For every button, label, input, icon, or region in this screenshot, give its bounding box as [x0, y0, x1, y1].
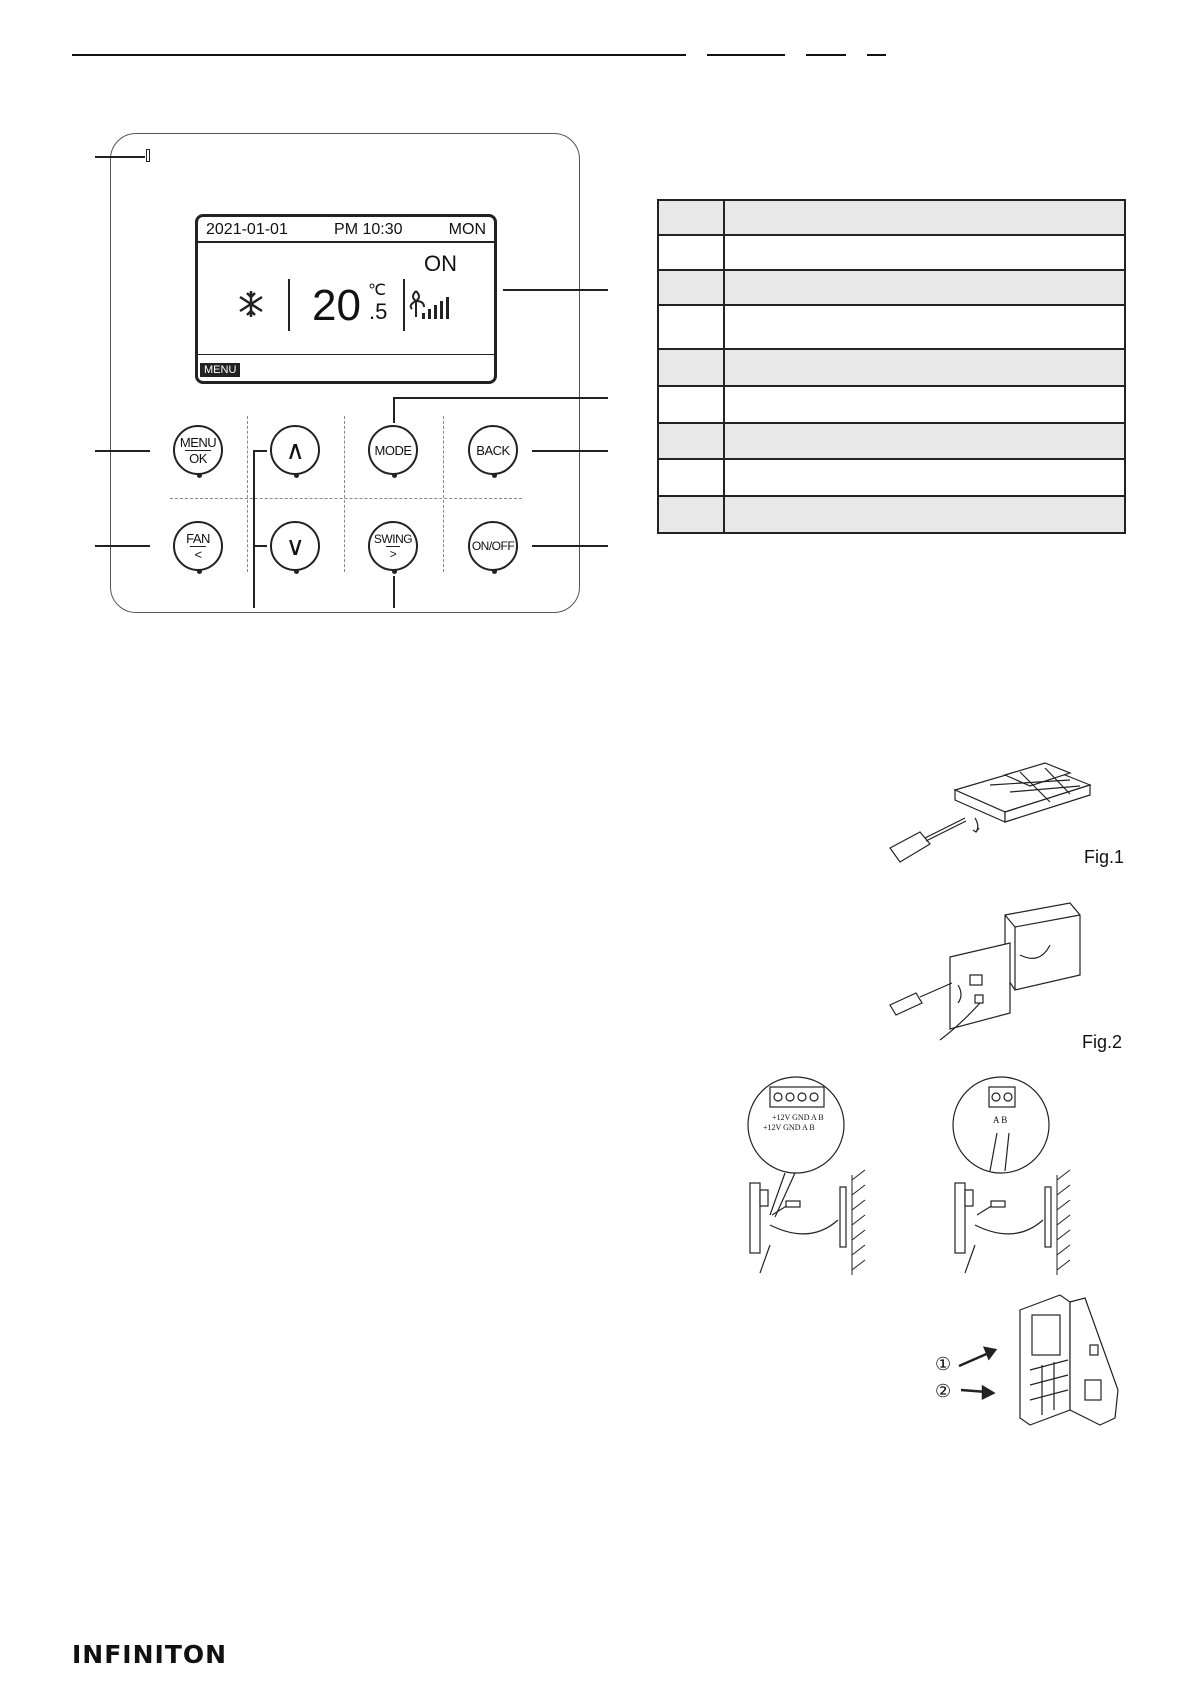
up-button[interactable] [270, 425, 320, 475]
button-dot [492, 569, 497, 574]
table-row [658, 423, 1125, 459]
indicator-light [146, 149, 150, 162]
leader-updown-h2 [253, 545, 267, 547]
button-dot [492, 473, 497, 478]
wiring-diagram-left [740, 1075, 880, 1275]
button-dot [294, 569, 299, 574]
table-row [658, 200, 1125, 235]
fan-label: FAN [186, 530, 210, 546]
snowflake-icon [236, 289, 266, 319]
down-button[interactable] [270, 521, 320, 571]
button-grid-v3 [443, 416, 444, 572]
lcd-screen [195, 214, 497, 384]
up-arrow-icon: ∧ [285, 434, 305, 465]
leader-updown-v [253, 450, 255, 608]
header-rule-4 [867, 54, 886, 56]
button-dot [392, 473, 397, 478]
screen-separator-right [403, 279, 405, 331]
leader-mode [393, 397, 608, 399]
fig2-illustration [880, 895, 1100, 1055]
table-row [658, 305, 1125, 349]
button-dot [197, 569, 202, 574]
step-2-marker: ② [935, 1381, 952, 1401]
leader-mode-v [393, 397, 395, 423]
button-grid-divider [170, 498, 522, 499]
menu-ok-button[interactable] [173, 425, 223, 475]
fan-speed-icon [408, 287, 458, 323]
table-row [658, 386, 1125, 423]
fan-left-button[interactable] [173, 521, 223, 571]
leader-swing-v [393, 576, 395, 608]
swing-label: SWING [373, 531, 413, 546]
screen-menu-tag: MENU [200, 363, 240, 377]
screen-status-bar [206, 221, 486, 241]
leader-back [532, 450, 608, 452]
swing-right-button[interactable] [368, 521, 418, 571]
fig1-label: Fig.1 [1084, 847, 1125, 867]
wiring-diagram-right [945, 1075, 1085, 1275]
screen-divider [198, 241, 494, 243]
wiring-left-label-1: +12V GND A B [772, 1113, 824, 1122]
header-rule-2 [707, 54, 785, 56]
temperature-value: 20 [312, 281, 361, 330]
temperature-unit: ℃ [368, 282, 386, 299]
leader-updown-h1 [253, 450, 267, 452]
table-row [658, 496, 1125, 533]
leader-onoff [532, 545, 608, 547]
button-grid-v1 [247, 416, 248, 572]
screen-weekday: MON [448, 221, 486, 238]
wiring-left-label-2: +12V GND A B [763, 1123, 815, 1132]
fig2-label: Fig.2 [1082, 1032, 1123, 1052]
table-row [658, 235, 1125, 270]
on-off-button[interactable] [468, 521, 518, 571]
button-dot [392, 569, 397, 574]
screen-power-status: ON [424, 251, 457, 276]
left-arrow-icon: < [190, 546, 205, 562]
step-1-marker: ① [935, 1354, 952, 1374]
temperature-decimal: .5 [369, 299, 388, 324]
screen-bottom-divider [198, 354, 494, 356]
fig1-illustration [880, 760, 1100, 880]
step-arrows [955, 1340, 1015, 1400]
leader-fan [95, 545, 150, 547]
button-dot [294, 473, 299, 478]
leader-menu [95, 450, 150, 452]
menu-label: MENU [179, 434, 217, 450]
button-grid-v2 [344, 416, 345, 572]
screen-time: PM 10:30 [334, 221, 403, 238]
ok-label: OK [185, 450, 211, 466]
leader-indicator [95, 156, 145, 158]
down-arrow-icon: ∨ [285, 530, 305, 561]
back-label: BACK [476, 442, 510, 458]
header-rule-main [72, 54, 686, 56]
brand-logo: INFINITON [72, 1640, 228, 1669]
leader-screen [503, 289, 608, 291]
screen-date: 2021-01-01 [206, 221, 288, 238]
button-legend-table [657, 199, 1126, 534]
table-row [658, 349, 1125, 386]
button-dot [197, 473, 202, 478]
mode-label: MODE [374, 442, 412, 458]
table-row [658, 270, 1125, 305]
on-off-label: ON/OFF [471, 539, 515, 553]
right-arrow-icon: > [386, 546, 401, 561]
screen-separator-left [288, 279, 290, 331]
wiring-right-label: A B [993, 1115, 1008, 1125]
back-button[interactable] [468, 425, 518, 475]
header-rule-3 [806, 54, 846, 56]
table-row [658, 459, 1125, 496]
mode-button[interactable] [368, 425, 418, 475]
